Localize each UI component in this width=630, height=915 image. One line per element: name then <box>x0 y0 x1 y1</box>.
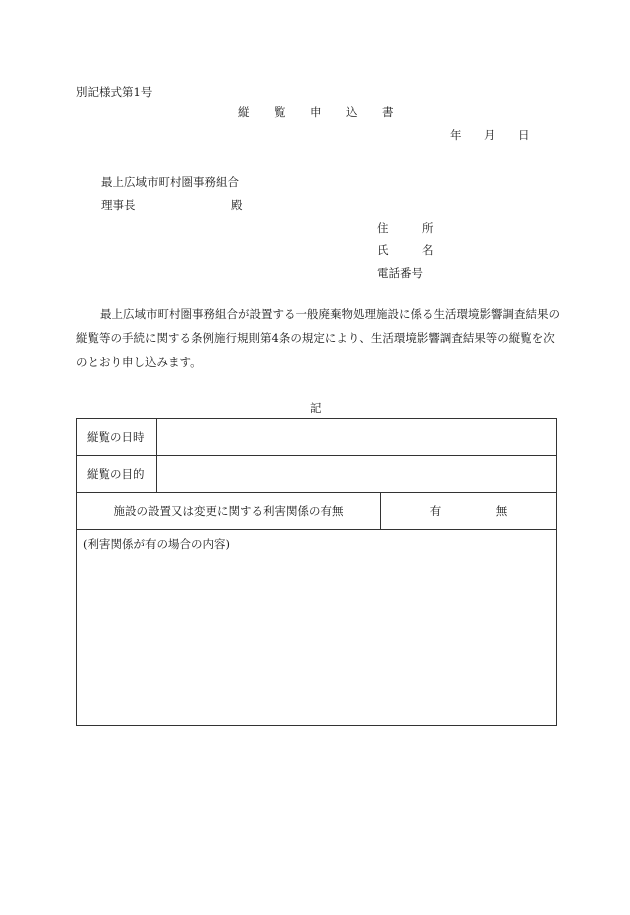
table-row <box>77 419 557 456</box>
title-char: 書 <box>382 105 394 119</box>
form-number: 別記様式第1号 <box>76 85 153 99</box>
date-month-label: 月 <box>484 128 496 142</box>
interest-details-field[interactable] <box>77 530 557 726</box>
applicant-phone-label: 電話番号 <box>377 266 423 280</box>
name-char: 氏 <box>377 243 389 257</box>
title-char: 縦 <box>238 105 250 119</box>
applicant-address-label <box>377 220 434 236</box>
title-char: 覧 <box>274 105 286 119</box>
viewing-purpose-field[interactable] <box>157 456 557 493</box>
date-day-label: 日 <box>518 128 530 142</box>
viewing-datetime-label: 縦覧の日時 <box>77 419 157 456</box>
document-title <box>238 104 418 120</box>
recipient-organization: 最上広域市町村圏事務組合 <box>101 175 239 189</box>
address-char: 所 <box>422 221 434 235</box>
interest-question: 施設の設置又は変更に関する利害関係の有無 <box>77 493 381 530</box>
title-char: 込 <box>346 105 358 119</box>
table-row <box>77 530 557 726</box>
name-char: 名 <box>422 243 434 257</box>
recipient-honorific: 殿 <box>231 198 243 212</box>
viewing-purpose-label: 縦覧の目的 <box>77 456 157 493</box>
interest-yes-option[interactable]: 有 <box>429 504 442 518</box>
recipient-title: 理事長 <box>101 198 136 212</box>
interest-yes-no[interactable] <box>381 493 557 530</box>
address-char: 住 <box>377 221 389 235</box>
interest-no-option[interactable]: 無 <box>495 504 508 518</box>
table-row <box>77 493 557 530</box>
viewing-datetime-field[interactable] <box>157 419 557 456</box>
interest-details-label: (利害関係が有の場合の内容) <box>83 537 230 551</box>
title-char: 申 <box>310 105 322 119</box>
date-year-label: 年 <box>450 128 462 142</box>
applicant-name-label <box>377 242 434 258</box>
note-heading: 記 <box>310 401 322 415</box>
application-table <box>76 418 557 726</box>
table-row <box>77 456 557 493</box>
body-paragraph: 最上広域市町村圏事務組合が設置する一般廃棄物処理施設に係る生活環境影響調査結果の縦覧等の手続に関する条例施行規則第4条の規定により、生活環境影響調査結果等の縦覧を次のとおり申し込みます。 <box>76 307 560 369</box>
date-line <box>450 127 552 143</box>
